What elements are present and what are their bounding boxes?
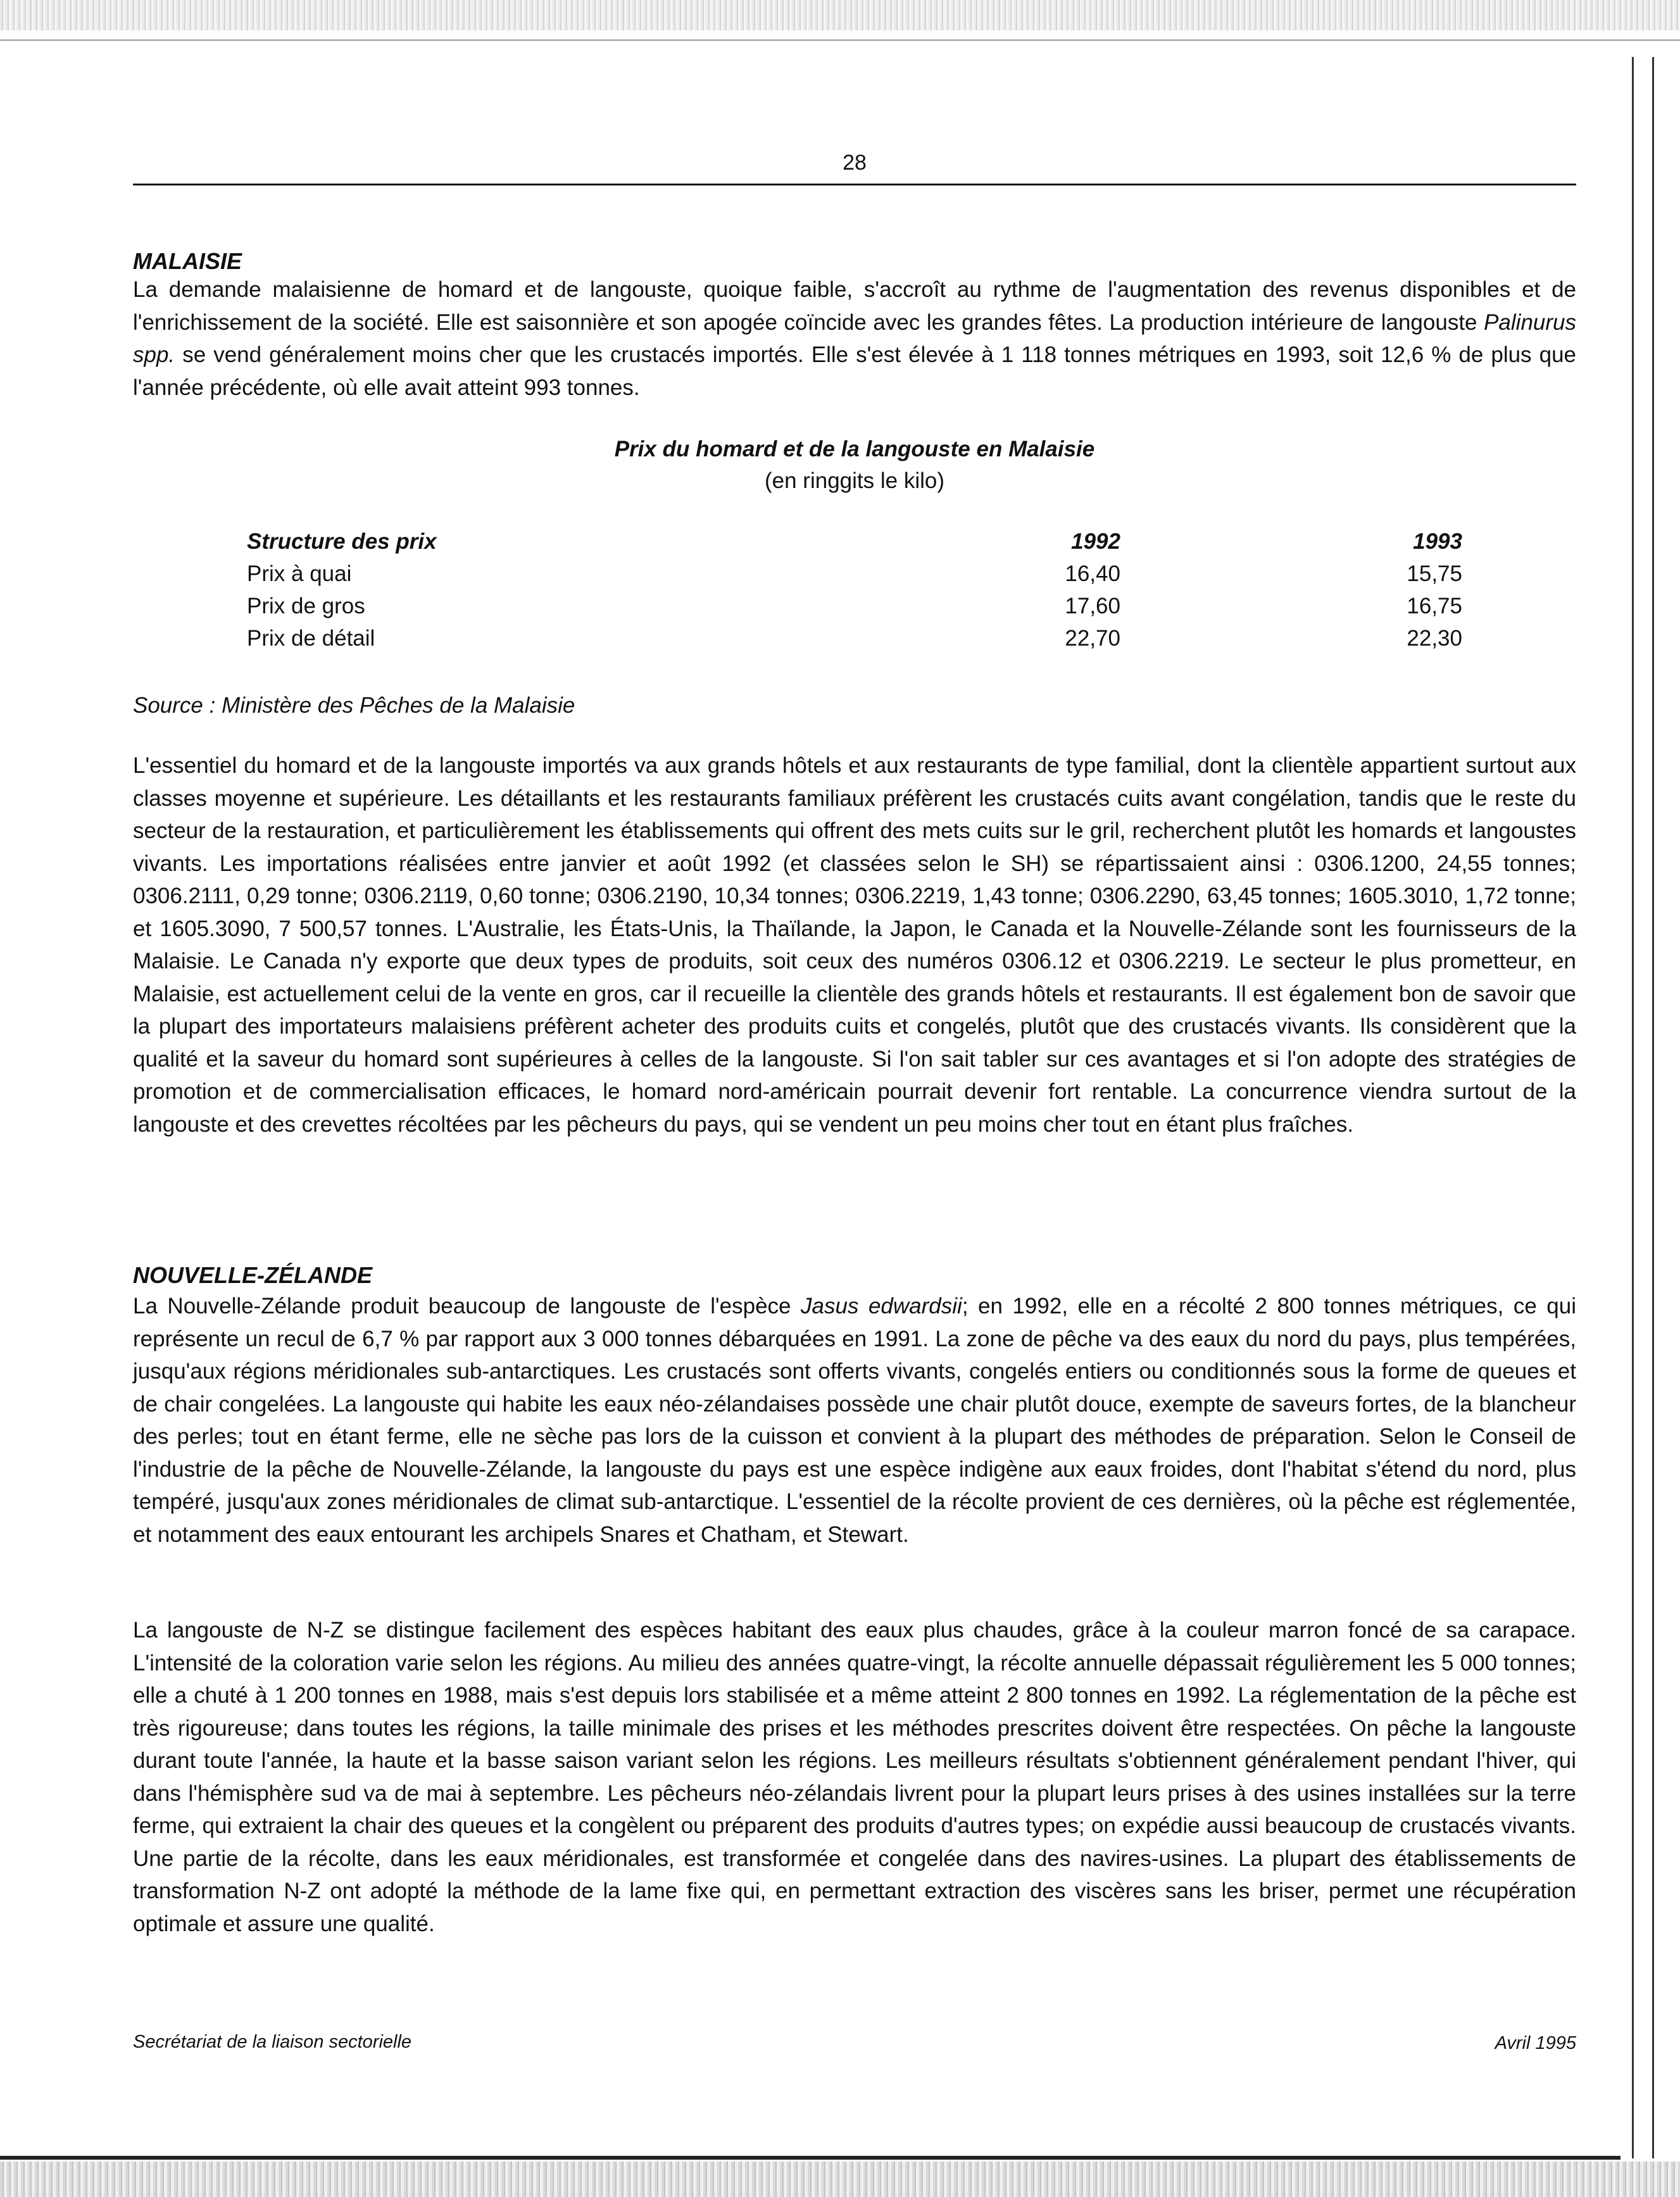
table-header-row <box>247 525 1462 558</box>
scan-edge-top <box>0 0 1680 30</box>
malaisie-paragraph-1 <box>133 273 1576 404</box>
row-value-1993: 16,75 <box>1407 594 1462 618</box>
row-value-1992: 17,60 <box>1065 594 1120 618</box>
header-rule <box>133 184 1576 185</box>
section-heading-malaisie: MALAISIE <box>133 248 242 274</box>
page-border-right <box>1632 57 1634 2158</box>
footer-date: Avril 1995 <box>1495 2033 1576 2053</box>
table-row <box>247 590 1462 622</box>
page-number: 28 <box>843 151 867 175</box>
species-name: Palinurus spp. <box>133 310 1576 367</box>
text-run: La langouste de N-Z se distingue facilement des espèces habitant des eaux plus chaudes, grâce à la couleur marron foncé de sa carapace. L'intensité de la coloration varie selon les régions. Au milieu des années quatre-vingt, la récolte annuelle dépassait régulièrement les 5 000 tonnes; elle a chuté à 1 200 tonnes en 1988, mais s'est depuis lors stabilisée et a même atteint 2 800 tonnes en 1992. La réglementation de la pêche est très rigoureuse; dans toutes les régions, la taille minimale des prises et les méthodes prescrites doivent être respectées. On pêche la langouste durant toute l'année, la haute et la basse saison variant selon les régions. Les meilleurs résultats s'obtiennent généralement pendant l'hiver, qui dans l'hémisphère sud va de mai à septembre. Les pêcheurs néo-zélandais livrent pour la plupart leurs prises à des usines installées sur la terre ferme, qui extraient la chair des queues et la congèlent ou préparent des produits d'autres types; on expédie aussi beaucoup de crustacés vivants. Une partie de la récolte, dans les eaux méridionales, est transformée et congelée dans des navires-usines. La plupart des établissements de transformation N-Z ont adopté la méthode de la lame fixe qui, en permettant extraction des viscères sans les briser, permet une récupération optimale et assure une qualité. <box>133 1618 1576 1936</box>
table-row <box>247 558 1462 590</box>
text-run: L'essentiel du homard et de la langouste importés va aux grands hôtels et aux restaurants de type familial, dont la clientèle appartient surtout aux classes moyenne et supérieure. Les détaillants et les restaurants familiaux préfèrent les crustacés cuits avant congélation, tandis que le reste du secteur de la restauration, et particulièrement les établissements qui offrent des mets cuits sur le gril, recherchent plutôt les homards et langoustes vivants. Les importations réalisées entre janvier et août 1992 (et classées selon le SH) se répartissaient ainsi : 0306.1200, 24,55 tonnes; 0306.2111, 0,29 tonne; 0306.2119, 0,60 tonne; 0306.2190, 10,34 tonnes; 0306.2219, 1,43 tonne; 0306.2290, 63,45 tonnes; 1605.3010, 1,72 tonne; et 1605.3090, 7 500,57 tonnes. L'Australie, les États-Unis, la Thaïlande, la Japon, le Canada et la Nouvelle-Zélande sont les fournisseurs de la Malaisie. Le Canada n'y exporte que deux types de produits, soit ceux des numéros 0306.12 et 0306.2219. Le secteur le plus prometteur, en Malaisie, est actuellement celui de la vente en gros, car il recueille la clientèle des grands hôtels et restaurants. Il est également bon de savoir que la plupart des importateurs malaisiens préfèrent acheter des produits cuits et congelés, plutôt que des crustacés vivants. Ils considèrent que la qualité et la saveur du homard sont supérieures à celles de la langouste. Si l'on sait tabler sur ces avantages et si l'on adopte des stratégies de promotion et de commercialisation efficaces, le homard nord-américain pourrait devenir fort rentable. La concurrence viendra surtout de la langouste et des crevettes récoltées par les pêcheurs du pays, qui se vendent un peu moins cher tout en étant plus fraîches. <box>133 753 1576 1137</box>
table-subtitle: (en ringgits le kilo) <box>765 468 944 493</box>
footer-organization: Secrétariat de la liaison sectorielle <box>133 2032 412 2052</box>
row-label: Prix de gros <box>247 594 365 618</box>
row-value-1992: 22,70 <box>1065 626 1120 651</box>
row-label: Prix à quai <box>247 561 352 586</box>
row-label: Prix de détail <box>247 626 375 651</box>
text-run: se vend généralement moins cher que les crustacés importés. Elle s'est élevée à 1 118 tonnes métriques en 1993, soit 12,6 % de plus que l'année précédente, où elle avait atteint 993 tonnes. <box>133 342 1576 400</box>
table-source: Source : Ministère des Pêches de la Malaisie <box>133 693 575 718</box>
text-run: ; en 1992, elle en a récolté 2 800 tonnes métriques, ce qui représente un recul de 6,7 % par rapport aux 3 000 tonnes débarquées en 1991. La zone de pêche va des eaux du nord du pays, plus tempérées, jusqu'aux régions méridionales sub-antarctiques. Les crustacés sont offerts vivants, congelés entiers ou conditionnés sous la forme de queues et de chair congelées. La langouste qui habite les eaux néo-zélandaises possède une chair plutôt douce, exempte de saveurs fortes, de la blancheur des perles; tout en étant ferme, elle ne sèche pas lors de la cuisson et convient à la plupart des méthodes de préparation. Selon le Conseil de l'industrie de la pêche de Nouvelle-Zélande, la langouste du pays est une espèce indigène aux eaux froides, dont l'habitat s'étend du nord, plus tempéré, jusqu'aux zones méridionales de climat sub-antarctique. L'essentiel de la récolte provient de ces dernières, où la pêche est réglementée, et notamment des eaux entourant les archipels Snares et Chatham, et Stewart. <box>133 1294 1577 1547</box>
header-1993: 1993 <box>1413 529 1462 554</box>
table-row <box>247 622 1462 654</box>
price-table <box>247 525 1462 654</box>
nz-paragraph-1 <box>133 1290 1576 1551</box>
row-value-1993: 15,75 <box>1407 561 1462 586</box>
scan-edge-bottom <box>0 2162 1680 2197</box>
row-value-1993: 22,30 <box>1407 626 1462 651</box>
scan-line-bottom <box>0 2156 1620 2160</box>
row-value-1992: 16,40 <box>1065 561 1120 586</box>
nz-paragraph-2 <box>133 1614 1576 1940</box>
header-1992: 1992 <box>1071 529 1120 554</box>
malaisie-paragraph-2 <box>133 749 1576 1141</box>
table-title: Prix du homard et de la langouste en Malaisie <box>614 437 1095 461</box>
text-run: La demande malaisienne de homard et de langouste, quoique faible, s'accroît au rythme de l'augmentation des revenus disponibles et de l'enrichissement de la société. Elle est saisonnière et son apogée coïncide avec les grandes fêtes. La production intérieure de langouste <box>133 277 1576 335</box>
scan-line-top <box>0 39 1680 41</box>
section-heading-nouvelle-zelande: NOUVELLE-ZÉLANDE <box>133 1262 372 1288</box>
header-structure: Structure des prix <box>247 529 437 554</box>
species-name: Jasus edwardsii <box>801 1294 962 1318</box>
text-run: La Nouvelle-Zélande produit beaucoup de langouste de l'espèce <box>133 1294 801 1318</box>
page-border-right-outer <box>1652 57 1654 2158</box>
